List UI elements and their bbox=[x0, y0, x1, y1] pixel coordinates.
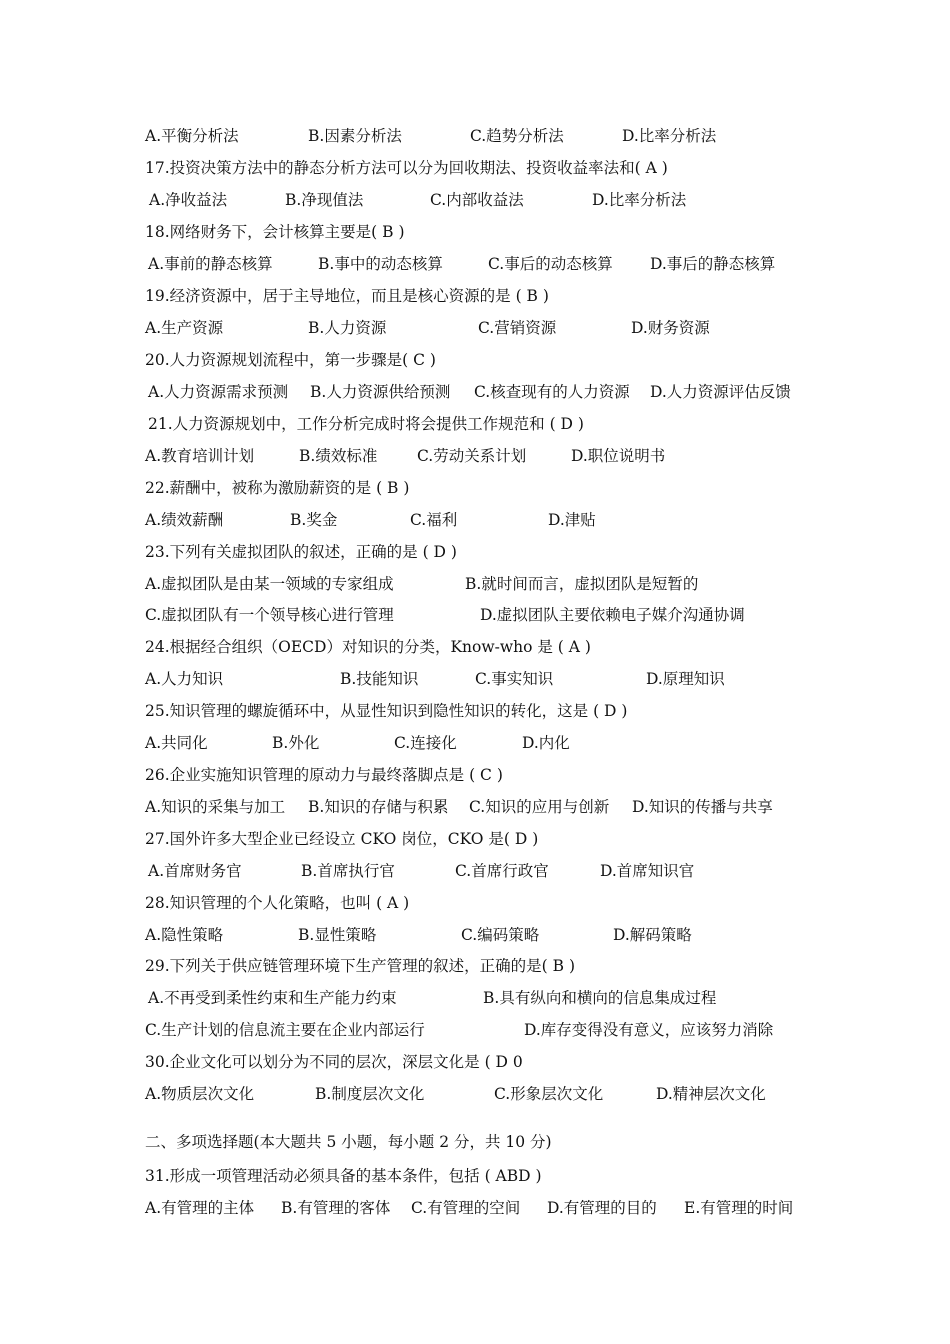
question-text: 23.下列有关虚拟团队的叙述，正确的是 ( D ) bbox=[145, 543, 457, 561]
option-text: D.原理知识 bbox=[646, 670, 725, 688]
question-text: 31.形成一项管理活动必须具备的基本条件，包括 ( ABD ) bbox=[145, 1167, 542, 1185]
option-text: A.知识的采集与加工 bbox=[145, 798, 286, 816]
option-row bbox=[0, 1082, 950, 1106]
option-text: B.首席执行官 bbox=[301, 862, 395, 880]
option-text: D.首席知识官 bbox=[600, 862, 695, 880]
option-text: D.有管理的目的 bbox=[547, 1199, 657, 1217]
question-text: 28.知识管理的个人化策略，也叫 ( A ) bbox=[145, 894, 410, 912]
question-stem bbox=[0, 827, 950, 851]
question-stem bbox=[0, 476, 950, 500]
option-text: B.外化 bbox=[272, 734, 320, 752]
option-text: D.精神层次文化 bbox=[656, 1085, 766, 1103]
option-text: C.事实知识 bbox=[475, 670, 554, 688]
option-text: D.津贴 bbox=[548, 511, 596, 529]
option-text: C.趋势分析法 bbox=[470, 127, 564, 145]
option-text: B.事中的动态核算 bbox=[318, 255, 443, 273]
option-text: A.人力资源需求预测 bbox=[148, 383, 289, 401]
option-text: E.有管理的时间 bbox=[684, 1199, 794, 1217]
option-row bbox=[0, 795, 950, 819]
question-text: 17.投资决策方法中的静态分析方法可以分为回收期法、投资收益率法和( A ) bbox=[145, 159, 668, 177]
option-text: A.教育培训计划 bbox=[145, 447, 255, 465]
question-stem bbox=[0, 220, 950, 244]
question-text: 19.经济资源中，居于主导地位，而且是核心资源的是 ( B ) bbox=[145, 287, 549, 305]
option-text: C.知识的应用与创新 bbox=[469, 798, 610, 816]
option-text: C.事后的动态核算 bbox=[488, 255, 613, 273]
option-text: C.首席行政官 bbox=[455, 862, 549, 880]
option-text: C.内部收益法 bbox=[430, 191, 524, 209]
section-heading bbox=[0, 1130, 950, 1154]
question-stem bbox=[0, 412, 950, 436]
option-text: C.劳动关系计划 bbox=[417, 447, 527, 465]
option-text: C.营销资源 bbox=[478, 319, 557, 337]
question-stem bbox=[0, 1050, 950, 1074]
option-text: B.技能知识 bbox=[340, 670, 419, 688]
option-row bbox=[0, 923, 950, 947]
option-text: B.人力资源供给预测 bbox=[310, 383, 451, 401]
option-text: A.有管理的主体 bbox=[145, 1199, 255, 1217]
option-text: C.核查现有的人力资源 bbox=[474, 383, 630, 401]
section-heading-text: 二、多项选择题(本大题共 5 小题，每小题 2 分，共 10 分) bbox=[145, 1133, 552, 1151]
option-text: D.比率分析法 bbox=[622, 127, 717, 145]
option-text: D.内化 bbox=[522, 734, 570, 752]
option-text: D.财务资源 bbox=[631, 319, 710, 337]
question-stem bbox=[0, 635, 950, 659]
option-text: D.职位说明书 bbox=[571, 447, 666, 465]
option-text: C.生产计划的信息流主要在企业内部运行 bbox=[145, 1021, 425, 1039]
question-stem bbox=[0, 1164, 950, 1188]
option-text: B.有管理的客体 bbox=[281, 1199, 391, 1217]
option-row bbox=[0, 859, 950, 883]
option-text: B.显性策略 bbox=[298, 926, 377, 944]
option-text: B.具有纵向和横向的信息集成过程 bbox=[483, 989, 717, 1007]
question-stem bbox=[0, 891, 950, 915]
option-text: D.人力资源评估反馈 bbox=[650, 383, 791, 401]
option-row bbox=[0, 986, 950, 1010]
option-text: C.虚拟团队有一个领导核心进行管理 bbox=[145, 606, 394, 624]
question-stem bbox=[0, 699, 950, 723]
option-row bbox=[0, 603, 950, 627]
question-stem bbox=[0, 954, 950, 978]
option-row bbox=[0, 1018, 950, 1042]
question-text: 29.下列关于供应链管理环境下生产管理的叙述，正确的是( B ) bbox=[145, 957, 575, 975]
option-row bbox=[0, 380, 950, 404]
option-text: D.事后的静态核算 bbox=[650, 255, 776, 273]
option-text: A.事前的静态核算 bbox=[148, 255, 273, 273]
option-row bbox=[0, 572, 950, 596]
option-row bbox=[0, 188, 950, 212]
option-row bbox=[0, 316, 950, 340]
option-text: D.知识的传播与共享 bbox=[632, 798, 773, 816]
option-text: A.隐性策略 bbox=[145, 926, 224, 944]
option-row bbox=[0, 252, 950, 276]
option-text: B.绩效标准 bbox=[299, 447, 378, 465]
option-text: A.虚拟团队是由某一领域的专家组成 bbox=[145, 575, 394, 593]
option-row bbox=[0, 731, 950, 755]
question-stem bbox=[0, 540, 950, 564]
question-stem bbox=[0, 348, 950, 372]
option-row bbox=[0, 444, 950, 468]
option-text: A.物质层次文化 bbox=[145, 1085, 255, 1103]
option-text: B.奖金 bbox=[290, 511, 338, 529]
question-text: 18.网络财务下，会计核算主要是( B ) bbox=[145, 223, 405, 241]
option-text: C.编码策略 bbox=[461, 926, 540, 944]
question-stem bbox=[0, 156, 950, 180]
option-text: B.人力资源 bbox=[308, 319, 387, 337]
option-row bbox=[0, 124, 950, 148]
option-text: A.共同化 bbox=[145, 734, 208, 752]
option-row bbox=[0, 1196, 950, 1220]
question-stem bbox=[0, 763, 950, 787]
option-text: D.解码策略 bbox=[613, 926, 692, 944]
option-text: A.绩效薪酬 bbox=[145, 511, 224, 529]
question-text: 26.企业实施知识管理的原动力与最终落脚点是 ( C ) bbox=[145, 766, 503, 784]
option-text: A.净收益法 bbox=[149, 191, 228, 209]
question-text: 30.企业文化可以划分为不同的层次，深层文化是 ( D 0 bbox=[145, 1053, 523, 1071]
option-row bbox=[0, 667, 950, 691]
question-text: 21.人力资源规划中，工作分析完成时将会提供工作规范和 ( D ) bbox=[148, 415, 584, 433]
question-stem bbox=[0, 284, 950, 308]
option-text: C.形象层次文化 bbox=[494, 1085, 604, 1103]
option-text: D.库存变得没有意义，应该努力消除 bbox=[524, 1021, 774, 1039]
option-text: C.福利 bbox=[410, 511, 458, 529]
option-text: B.知识的存储与积累 bbox=[308, 798, 449, 816]
option-text: B.就时间而言，虚拟团队是短暂的 bbox=[465, 575, 699, 593]
option-text: A.首席财务官 bbox=[148, 862, 242, 880]
option-text: D.比率分析法 bbox=[592, 191, 687, 209]
option-text: A.平衡分析法 bbox=[145, 127, 239, 145]
question-text: 27.国外许多大型企业已经设立 CKO 岗位，CKO 是( D ) bbox=[145, 830, 539, 848]
option-text: C.连接化 bbox=[394, 734, 457, 752]
option-text: B.因素分析法 bbox=[308, 127, 402, 145]
option-text: D.虚拟团队主要依赖电子媒介沟通协调 bbox=[480, 606, 745, 624]
question-text: 25.知识管理的螺旋循环中，从显性知识到隐性知识的转化，这是 ( D ) bbox=[145, 702, 628, 720]
question-text: 24.根据经合组织（OECD）对知识的分类，Know-who 是 ( A ) bbox=[145, 638, 591, 656]
option-text: A.不再受到柔性约束和生产能力约束 bbox=[148, 989, 397, 1007]
option-row bbox=[0, 508, 950, 532]
question-text: 22.薪酬中，被称为激励薪资的是 ( B ) bbox=[145, 479, 410, 497]
option-text: B.制度层次文化 bbox=[315, 1085, 425, 1103]
option-text: B.净现值法 bbox=[285, 191, 364, 209]
option-text: A.生产资源 bbox=[145, 319, 224, 337]
question-text: 20.人力资源规划流程中，第一步骤是( C ) bbox=[145, 351, 436, 369]
option-text: C.有管理的空间 bbox=[411, 1199, 521, 1217]
option-text: A.人力知识 bbox=[145, 670, 224, 688]
